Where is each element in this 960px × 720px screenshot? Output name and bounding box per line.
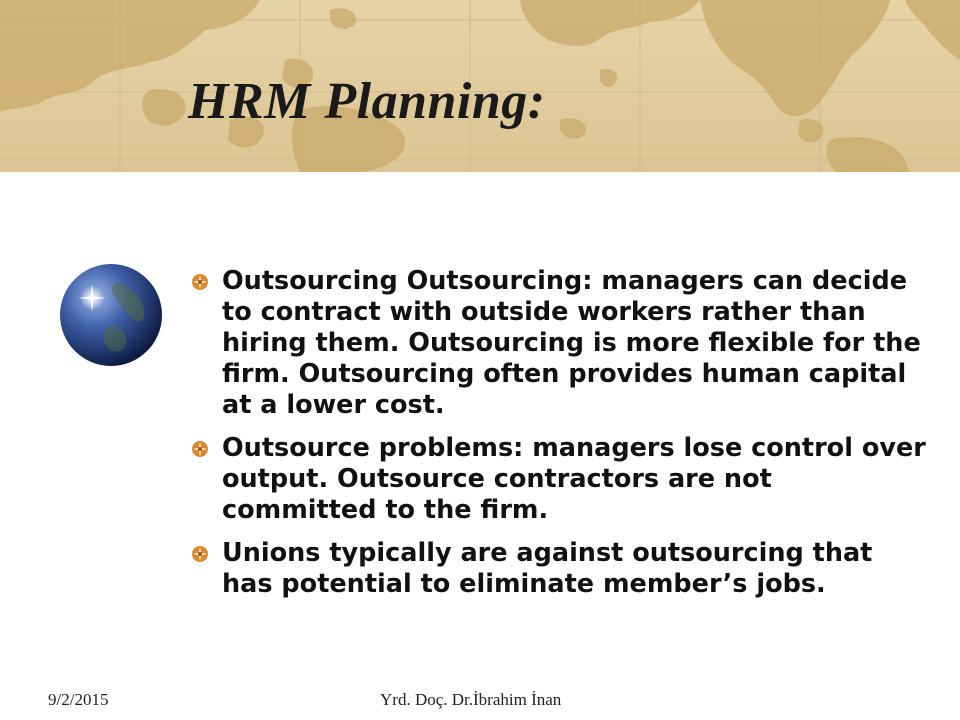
flower-bullet-icon	[190, 272, 210, 292]
slide-title: HRM Planning:	[188, 73, 546, 130]
bullet-text: Outsource problems: managers lose control over output. Outsource contractors are not committed to the firm.	[222, 433, 926, 525]
footer-author: Yrd. Doç. Dr.İbrahim İnan	[380, 690, 562, 709]
bullet-list	[190, 266, 930, 612]
footer-date: 9/2/2015	[48, 690, 109, 709]
list-item	[190, 538, 930, 600]
flower-bullet-icon	[190, 544, 210, 564]
bullet-text: Outsourcing Outsourcing: managers can decide to contract with outside workers rather than hiring them. Outsourcing is more flexible for the firm. Outsourcing often provides human capital at a lower cost.	[222, 266, 921, 420]
list-item	[190, 433, 930, 526]
list-item	[190, 266, 930, 421]
bullet-text: Unions typically are against outsourcing that has potential to eliminate member’s jobs.	[222, 538, 873, 599]
globe-icon	[58, 262, 164, 368]
flower-bullet-icon	[190, 439, 210, 459]
